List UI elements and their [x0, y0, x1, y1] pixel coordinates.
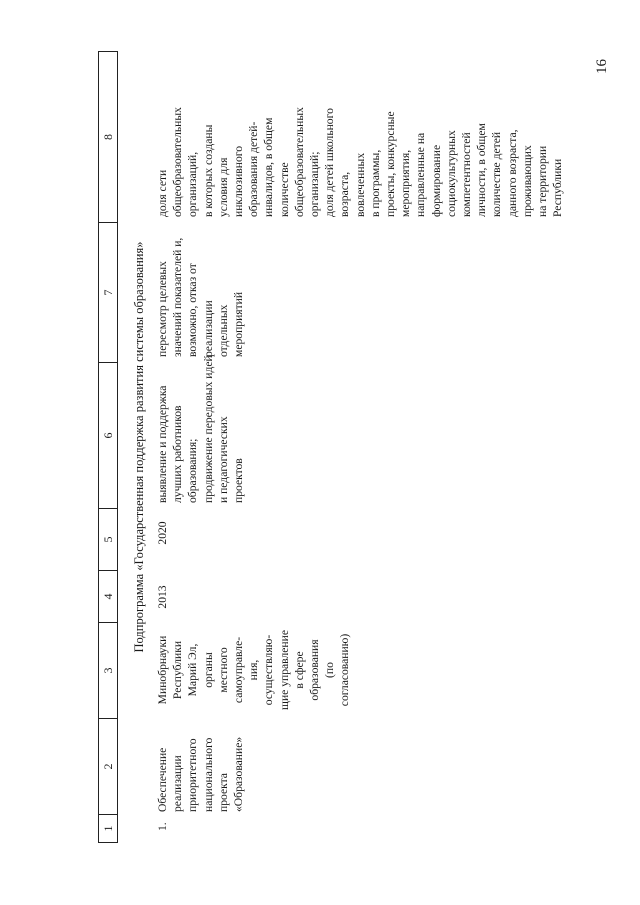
expected-result	[155, 355, 246, 503]
text-line: «Образование»	[232, 736, 246, 812]
text-line: осуществляю-	[262, 634, 276, 706]
text-line: мероприятия,	[399, 149, 413, 217]
text-line: социокультурных	[444, 130, 458, 217]
text-line: в сфере	[292, 651, 306, 689]
text-line: (по	[323, 662, 337, 678]
text-line: общеобразовательных	[171, 107, 185, 217]
text-line: Республики	[171, 640, 185, 700]
text-line: организаций;	[308, 151, 322, 217]
text-line: и педагогических	[216, 416, 230, 503]
text-line: реализации	[171, 755, 185, 812]
text-line: данного возраста,	[505, 129, 519, 217]
text-line: количестве	[277, 162, 291, 217]
text-line: значений показателей и,	[171, 237, 185, 357]
start-year: 2013	[156, 585, 169, 609]
page-number: 16	[594, 59, 610, 74]
non-implementation-consequences	[155, 237, 246, 357]
text-line: национального	[201, 737, 215, 812]
text-line: щие управление	[277, 630, 291, 710]
header-col-6: 6	[99, 362, 117, 508]
text-line: вовлеченных	[353, 152, 367, 217]
text-line: реализации	[201, 300, 215, 357]
text-line: доля сети	[156, 169, 169, 217]
text-line: формирование	[429, 144, 443, 217]
text-line: инвалидов, в общем	[262, 117, 276, 217]
text-line: проекты, конкурсные	[384, 111, 398, 217]
column-number-header	[98, 51, 118, 843]
program-table	[98, 51, 618, 843]
text-line: компетентностей	[460, 132, 474, 217]
header-col-3: 3	[99, 622, 117, 718]
text-line: общеобразовательных	[292, 107, 306, 217]
activity-name	[155, 728, 246, 812]
text-line: проживающих	[520, 145, 534, 217]
text-line: количестве детей	[490, 131, 504, 217]
header-col-5: 5	[99, 508, 117, 570]
text-line: направленные на	[414, 132, 428, 217]
text-line: Обеспечение	[156, 747, 169, 812]
text-line: самоуправле-	[232, 636, 246, 704]
text-line: образования	[308, 639, 322, 701]
text-line: образования;	[186, 438, 200, 503]
text-line: пересмотр целевых	[156, 261, 169, 357]
text-line: в программы,	[368, 149, 382, 217]
text-line: ния,	[247, 659, 261, 681]
text-line: проектов	[232, 458, 246, 503]
text-line: образования детей-	[247, 121, 261, 217]
text-line: отдельных	[216, 304, 230, 357]
text-line: на территории	[536, 145, 550, 217]
text-line: Республики	[551, 158, 565, 217]
text-line: доля детей школьного	[323, 108, 337, 217]
row-number: 1.	[156, 822, 169, 831]
text-line: возможно, отказ от	[186, 263, 200, 357]
text-line: мероприятий	[232, 291, 246, 357]
text-line: местного	[216, 647, 230, 693]
header-col-8: 8	[101, 134, 115, 140]
header-col-2: 2	[99, 718, 117, 814]
header-col-1: 1	[99, 814, 117, 842]
text-line: Марий Эл,	[186, 643, 200, 697]
text-line: в которых созданы	[201, 124, 215, 217]
text-line: органы	[201, 652, 215, 688]
text-line: выявление и поддержка	[156, 385, 169, 503]
text-line: согласованию)	[338, 633, 352, 707]
related-indicators	[155, 59, 565, 217]
text-line: инклюзивного	[232, 145, 246, 217]
text-line: возраста,	[338, 171, 352, 217]
text-line: лучших работников	[171, 405, 185, 503]
text-line: продвижение передовых идей	[201, 355, 215, 503]
text-line: организаций,	[186, 151, 200, 217]
text-line: проекта	[216, 773, 230, 812]
responsible-executor	[155, 627, 353, 713]
end-year: 2020	[156, 521, 169, 545]
text-line: приоритетного	[186, 738, 200, 812]
text-line: личности, в общем	[475, 123, 489, 217]
text-line: Минобрнауки	[156, 635, 169, 705]
text-line: условия для	[216, 157, 230, 217]
header-col-4: 4	[99, 570, 117, 622]
subprogram-title: Подпрограмма «Государственная поддержка развития системы образования»	[132, 241, 146, 653]
header-col-7: 7	[99, 222, 117, 362]
